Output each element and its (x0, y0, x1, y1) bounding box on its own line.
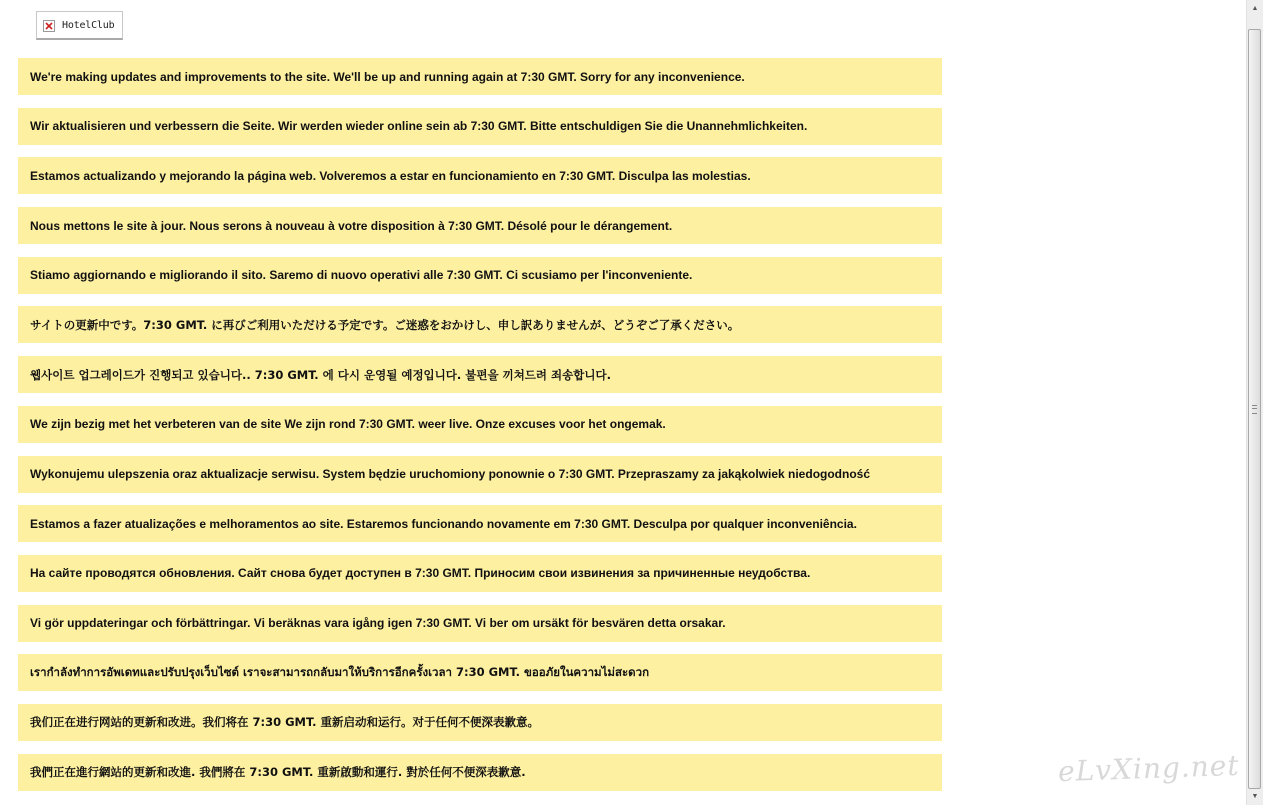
notice-french: Nous mettons le site à jour. Nous serons à nouveau à votre disposition à 7:30 GMT. Désolé pour le dérangement. (18, 207, 942, 244)
notice-dutch: We zijn bezig met het verbeteren van de site We zijn rond 7:30 GMT. weer live. Onze excuses voor het ongemak. (18, 406, 942, 443)
scroll-down-icon[interactable]: ▼ (1251, 793, 1259, 800)
notice-chinese-simplified: 我们正在进行网站的更新和改进。我们将在 7:30 GMT. 重新启动和运行。对于任何不便深表歉意。 (18, 704, 942, 741)
notice-polish: Wykonujemu ulepszenia oraz aktualizacje serwisu. System będzie uruchomiony ponownie o 7:30 GMT. Przepraszamy za jakąkolwiek niedogodność (18, 456, 942, 493)
broken-image-icon (43, 20, 55, 32)
scroll-thumb[interactable] (1248, 29, 1261, 789)
watermark: eLvXing.net (1057, 748, 1241, 789)
maintenance-notice-list (18, 58, 942, 803)
notice-russian: На сайте проводятся обновления. Сайт снова будет доступен в 7:30 GMT. Приносим свои извинения за причиненные неудобства. (18, 555, 942, 592)
notice-italian: Stiamo aggiornando e migliorando il sito. Saremo di nuovo operativi alle 7:30 GMT. Ci scusiamo per l'inconveniente. (18, 257, 942, 294)
notice-german: Wir aktualisieren und verbessern die Seite. Wir werden wieder online sein ab 7:30 GMT. Bitte entschuldigen Sie die Unannehmlichkeiten. (18, 108, 942, 145)
grip-icon (1252, 405, 1257, 414)
hotelclub-logo[interactable] (36, 11, 123, 40)
notice-korean: 웹사이트 업그레이드가 진행되고 있습니다.. 7:30 GMT. 에 다시 운영될 예정입니다. 불편을 끼쳐드려 죄송합니다. (18, 356, 942, 393)
notice-thai: เรากำลังทำการอัพเดทและปรับปรุงเว็บไซต์ เราจะสามารถกลับมาให้บริการอีกครั้งเวลา 7:30 GMT. ขออภัยในความไม่สะดวก (18, 654, 942, 691)
notice-swedish: Vi gör uppdateringar och förbättringar. Vi beräknas vara igång igen 7:30 GMT. Vi ber om ursäkt för besvären detta orsakar. (18, 605, 942, 642)
vertical-scrollbar[interactable] (1246, 0, 1263, 805)
notice-english: We're making updates and improvements to the site. We'll be up and running again at 7:30 GMT. Sorry for any inconvenience. (18, 58, 942, 95)
notice-japanese: サイトの更新中です。7:30 GMT. に再びご利用いただける予定です。ご迷惑をおかけし、申し訳ありませんが、どうぞご了承ください。 (18, 306, 942, 343)
notice-spanish: Estamos actualizando y mejorando la página web. Volveremos a estar en funcionamiento en 7:30 GMT. Disculpa las molestias. (18, 157, 942, 194)
notice-portuguese: Estamos a fazer atualizações e melhoramentos ao site. Estaremos funcionando novamente em 7:30 GMT. Desculpa por qualquer inconveniência. (18, 505, 942, 542)
notice-chinese-traditional: 我們正在進行網站的更新和改進. 我們將在 7:30 GMT. 重新啟動和運行. 對於任何不便深表歉意. (18, 754, 942, 791)
scroll-up-icon[interactable]: ▲ (1251, 5, 1259, 12)
logo-alt-text: HotelClub (62, 19, 115, 31)
